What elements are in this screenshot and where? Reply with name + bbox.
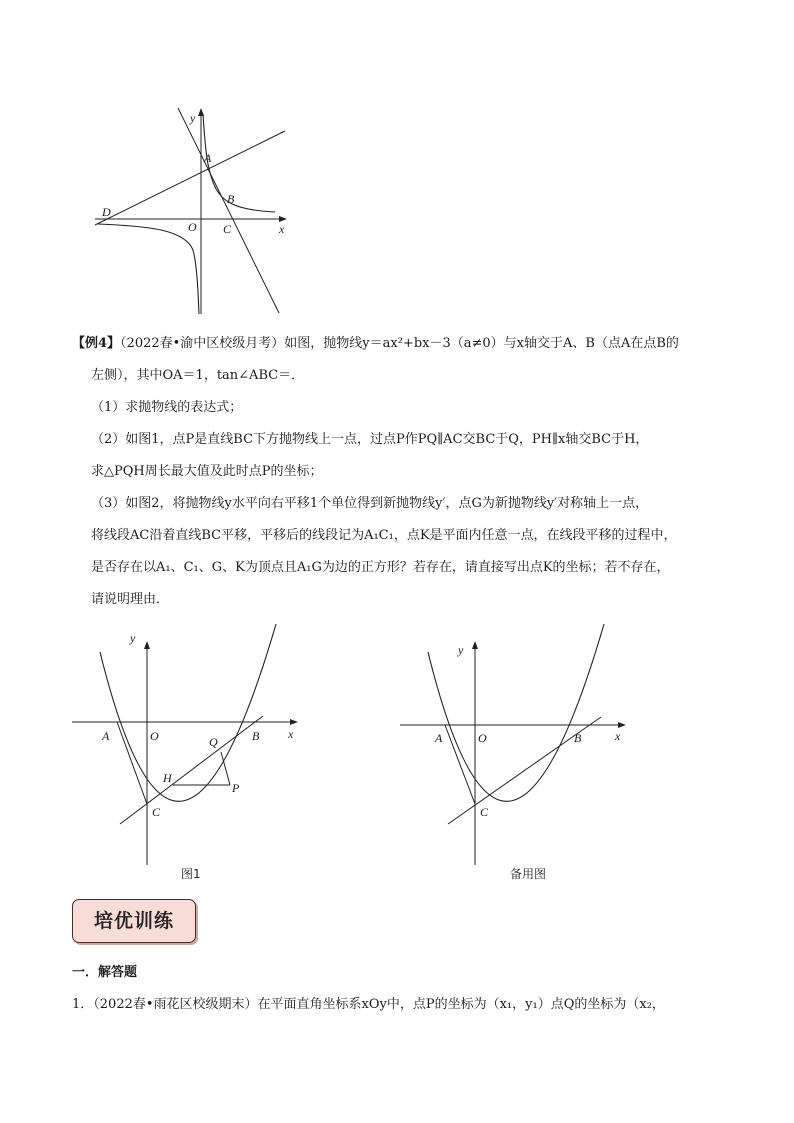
question-2-a: （2）如图1，点P是直线BC下方抛物线上一点，过点P作PQ∥AC交BC于Q，PH∥x轴交BC于H， xyxy=(91,432,649,447)
top-figure-svg xyxy=(90,100,300,320)
line-ABC xyxy=(178,108,279,313)
label-C: C xyxy=(480,805,489,819)
label-x: x xyxy=(279,222,285,236)
parabola xyxy=(100,624,276,801)
label-Q: Q xyxy=(209,735,218,749)
question-2-b: 求△PQH周长最大值及此时点P的坐标； xyxy=(91,464,323,479)
question-3-c: 是否存在以A₁、C₁、G、K为顶点且A₁G为边的正方形？若存在，请直接写出点K的坐标；若不存在， xyxy=(91,560,670,575)
question-3-b: 将线段AC沿着直线BC平移，平移后的线段记为A₁C₁，点K是平面内任意一点，在线段平移的过程中， xyxy=(91,528,677,543)
example-line-2: 左侧），其中OA＝1，tan∠ABC＝． xyxy=(91,368,305,383)
y-axis-arrow xyxy=(144,641,150,649)
question-3-a: （3）如图2，将抛物线y水平向右平移1个单位得到新抛物线y′，点G为新抛物线y′对称轴上一点， xyxy=(91,496,649,511)
label-y: y xyxy=(458,643,464,657)
question-3-d: 请说明理由． xyxy=(91,592,170,607)
label-A: A xyxy=(435,731,443,745)
figure-1-caption: 图1 xyxy=(181,867,201,881)
example-intro: （2022春•渝中区校级月考）如图，抛物线y＝ax²+bx－3（a≠0）与x轴交于A、B（点A在点B的 xyxy=(120,336,679,351)
label-P: P xyxy=(232,781,240,795)
question-1: （1）求抛物线的表达式； xyxy=(91,400,243,415)
label-x: x xyxy=(615,729,621,743)
label-O: O xyxy=(478,731,487,745)
label-H: H xyxy=(163,771,172,785)
label-x: x xyxy=(288,727,294,741)
section-heading: 一．解答题 xyxy=(72,965,138,980)
label-B: B xyxy=(227,192,235,206)
figure-2-caption: 备用图 xyxy=(510,867,547,881)
label-y: y xyxy=(190,111,196,125)
figure-2 xyxy=(398,620,638,870)
label-A: A xyxy=(204,151,212,165)
example-tag: 【例4】 xyxy=(72,336,121,351)
section-title: 培优训练 xyxy=(93,910,174,932)
label-O: O xyxy=(150,729,159,743)
segment-AC xyxy=(117,722,147,804)
label-B: B xyxy=(574,731,582,745)
label-A: A xyxy=(102,729,110,743)
label-D: D xyxy=(102,205,111,219)
label-C: C xyxy=(223,222,232,236)
section-title-box xyxy=(72,899,196,943)
example-line-1 xyxy=(72,334,679,354)
hyperbola-right-branch xyxy=(203,114,275,212)
figure-1-svg xyxy=(70,620,310,870)
segment-AC xyxy=(445,725,475,804)
hyperbola-left-branch xyxy=(98,224,199,314)
y-axis-arrow xyxy=(472,641,478,649)
x-axis-arrow xyxy=(618,722,626,728)
x-axis-arrow xyxy=(290,719,298,725)
label-B: B xyxy=(252,729,260,743)
label-C: C xyxy=(152,805,161,819)
top-figure xyxy=(90,100,300,320)
parabola xyxy=(428,624,604,801)
figure-1 xyxy=(70,620,310,870)
problem-1-line: 1．（2022春•雨花区校级期末）在平面直角坐标系xOy中，点P的坐标为（x₁，y₁）点Q的坐标为（x₂， xyxy=(72,997,665,1012)
label-O: O xyxy=(188,220,197,234)
figure-2-svg xyxy=(398,620,638,870)
label-y: y xyxy=(130,631,136,645)
